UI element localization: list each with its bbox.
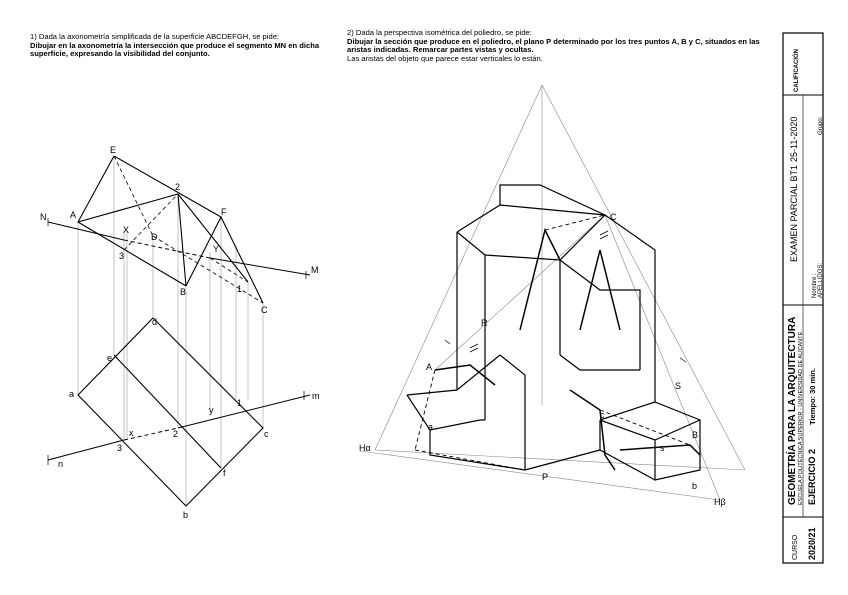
grade-label: CALIFICACIÓN <box>794 49 800 92</box>
label-X: X <box>123 225 130 235</box>
cartouche <box>783 33 824 563</box>
surname-label: APELLIDOS: <box>818 262 824 298</box>
label-M: M <box>311 265 319 275</box>
course-label: CURSO <box>792 534 799 560</box>
exercise1-drawing <box>48 156 310 506</box>
label-y: y <box>209 405 214 415</box>
label-Hb: Hβ <box>714 497 726 507</box>
label-b: b <box>183 510 189 520</box>
label-N: N <box>40 212 47 222</box>
label-1: 1 <box>237 284 243 294</box>
exercise2-task: Dibujar la sección que produce en el poliedro, el plano P determinado por los tres puntos A, B y C, situados en las aristas indicadas. Remarcar partes vistas y ocultas. <box>347 36 760 55</box>
label-Ha: Hα <box>359 443 371 453</box>
label-B: B <box>180 287 187 297</box>
label-n: n <box>58 459 64 469</box>
label-F: F <box>221 207 227 217</box>
label-S: S <box>675 381 682 391</box>
label-C: C <box>261 305 268 315</box>
label-s: s <box>660 443 665 453</box>
label-c: c <box>264 429 269 439</box>
school-name: ESCUELA POLITÉCNICA SUPERIOR - UNIVERSIDAD DE ALICANTE <box>798 331 804 505</box>
exercise2-drawing <box>360 85 745 500</box>
course-year: 2020/21 <box>807 527 817 560</box>
label-a: a <box>69 389 75 399</box>
label-C2: C <box>610 212 617 222</box>
exam-date: 25-11-2020 <box>789 116 799 162</box>
label-D: D <box>151 232 158 242</box>
label-R: R <box>481 318 488 328</box>
label-P: P <box>542 472 549 482</box>
exam-title: EXAMEN PARCIAL BT1 <box>789 164 799 262</box>
exercise-number: EJERCICIO 2 <box>807 448 817 505</box>
label-3-lower: 3 <box>117 443 123 453</box>
exercise2-intro: 2) Dada la perspectiva isométrica del poliedro, se pide: <box>347 28 532 37</box>
label-c2: c <box>600 410 605 420</box>
label-Y: Y <box>213 244 220 254</box>
exercise2-note: Las aristas del objeto que parece estar verticales lo están. <box>347 53 543 63</box>
label-2-lower: 2 <box>173 429 179 439</box>
exercise1-labels <box>40 145 320 520</box>
label-B2: B <box>692 430 699 440</box>
label-E: E <box>110 145 117 155</box>
label-f: f <box>223 468 226 478</box>
label-d: d <box>152 317 158 327</box>
subject-title: GEOMETRÍA PARA LA ARQUITECTURA <box>787 316 798 505</box>
label-A: A <box>70 210 77 220</box>
label-e: e <box>107 353 113 363</box>
label-b2: b <box>692 481 698 491</box>
name-label: Nombre : <box>812 273 818 298</box>
label-a2: a <box>428 422 434 432</box>
group-label: Grupo: <box>818 116 824 135</box>
label-3: 3 <box>119 251 125 261</box>
exercise1-task: Dibujar en la axonometría la intersección que produce el segmento MN en dicha superficie, expresando la visibilidad del conjunto. <box>30 40 320 59</box>
exercise1-intro: 1) Dada la axonometría simplificada de la superficie ABCDEFGH, se pide: <box>30 32 280 41</box>
exercise2-labels <box>359 212 726 507</box>
label-A2: A <box>426 362 433 372</box>
label-2: 2 <box>175 182 181 192</box>
time-limit: Tiempo: 30 min. <box>808 368 817 425</box>
label-1-lower: 1 <box>237 398 243 408</box>
label-m: m <box>312 391 320 401</box>
label-x: x <box>129 428 134 438</box>
